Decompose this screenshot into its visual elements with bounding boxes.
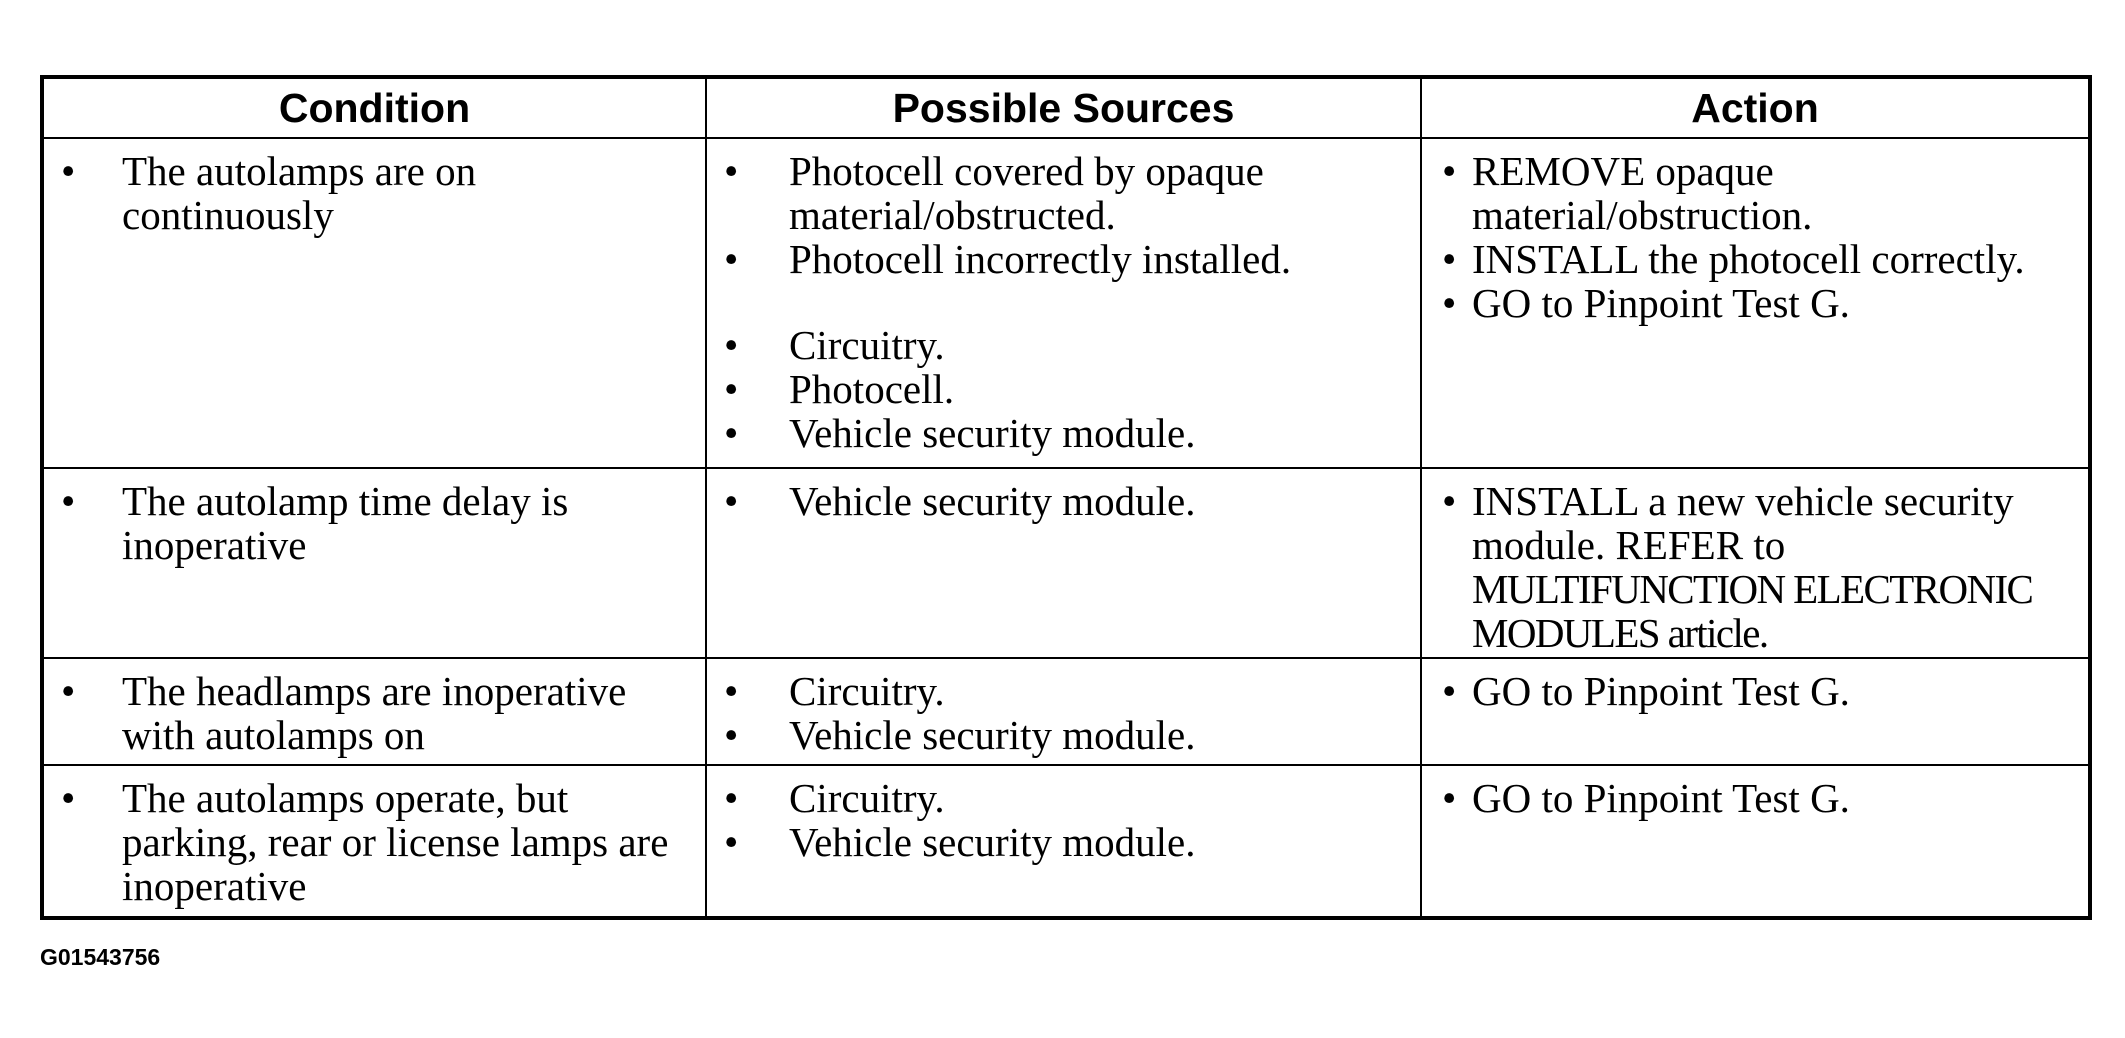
source-item — [707, 713, 1420, 757]
table-row — [42, 468, 2090, 659]
source-item — [707, 669, 1420, 713]
header-possible-sources: Possible Sources — [706, 77, 1421, 138]
condition-item — [44, 149, 705, 237]
diagnosis-table — [40, 75, 2092, 920]
bullet-icon: • — [61, 148, 76, 194]
source-item — [707, 820, 1420, 864]
sources-cell — [706, 138, 1421, 468]
action-item — [1422, 479, 2088, 655]
action-cell — [1421, 658, 2090, 765]
source-item — [707, 237, 1420, 281]
header-condition: Condition — [42, 77, 706, 138]
action-cell — [1421, 765, 2090, 918]
bullet-icon: • — [1442, 477, 1457, 524]
source-text: Photocell covered by opaque material/obstructed. — [789, 148, 1264, 238]
condition-text: The headlamps are inoperative with autolamps on — [122, 668, 627, 759]
condition-text: The autolamps are on continuously — [122, 148, 477, 238]
action-cell — [1421, 138, 2090, 468]
source-text: Circuitry. — [789, 774, 945, 821]
table-row — [42, 658, 2090, 765]
source-item — [707, 411, 1420, 455]
action-cell — [1421, 468, 2090, 659]
action-text: REMOVE opaque material/obstruction. — [1472, 148, 1813, 238]
condition-cell — [42, 468, 706, 659]
bullet-icon: • — [724, 774, 739, 821]
sources-cell — [706, 468, 1421, 659]
action-text: GO to Pinpoint Test G. — [1472, 774, 1850, 821]
bullet-icon: • — [724, 236, 739, 282]
bullet-icon: • — [61, 668, 76, 715]
action-text: MULTIFUNCTION ELECTRONIC — [1472, 565, 2033, 612]
condition-cell — [42, 658, 706, 765]
action-text: INSTALL the photocell correctly. — [1472, 236, 2025, 282]
bullet-icon: • — [724, 477, 739, 524]
condition-item — [44, 669, 705, 757]
bullet-icon: • — [1442, 148, 1457, 194]
bullet-icon: • — [1442, 236, 1457, 282]
header-action: Action — [1421, 77, 2090, 138]
action-item — [1422, 776, 2088, 820]
bullet-icon: • — [724, 410, 739, 456]
action-item — [1422, 281, 2088, 325]
bullet-icon: • — [61, 774, 76, 821]
source-text: Vehicle security module. — [789, 712, 1196, 759]
bullet-icon: • — [724, 366, 739, 412]
table-row — [42, 765, 2090, 918]
source-text: Vehicle security module. — [789, 818, 1196, 865]
action-item — [1422, 149, 2088, 237]
bullet-icon: • — [724, 712, 739, 759]
bullet-icon: • — [61, 477, 76, 524]
condition-text: The autolamp time delay is inoperative — [122, 477, 569, 568]
condition-item — [44, 776, 705, 908]
action-text: INSTALL a new vehicle security module. REFER to — [1472, 477, 2014, 568]
action-text: GO to Pinpoint Test G. — [1472, 668, 1850, 715]
source-text: Vehicle security module. — [789, 410, 1196, 456]
sources-cell — [706, 765, 1421, 918]
condition-text: The autolamps operate, but parking, rear or license lamps are inoperative — [122, 774, 669, 909]
bullet-icon: • — [724, 668, 739, 715]
condition-cell — [42, 138, 706, 468]
bullet-icon: • — [1442, 280, 1457, 326]
action-text: GO to Pinpoint Test G. — [1472, 280, 1850, 326]
action-text: MODULES article. — [1472, 609, 1768, 656]
source-text: Photocell. — [789, 366, 955, 412]
bullet-icon: • — [1442, 774, 1457, 821]
source-item — [707, 479, 1420, 523]
source-text: Circuitry. — [789, 322, 945, 368]
bullet-icon: • — [724, 148, 739, 194]
bullet-icon: • — [724, 818, 739, 865]
condition-item — [44, 479, 705, 567]
source-item — [707, 776, 1420, 820]
source-item — [707, 149, 1420, 237]
action-item — [1422, 669, 2088, 713]
source-text: Vehicle security module. — [789, 477, 1196, 524]
figure-id: G01543756 — [40, 944, 161, 970]
bullet-icon: • — [724, 322, 739, 368]
source-item — [707, 323, 1420, 367]
table-row — [42, 138, 2090, 468]
source-text: Photocell incorrectly installed. — [789, 236, 1292, 282]
bullet-icon: • — [1442, 668, 1457, 715]
condition-cell — [42, 765, 706, 918]
source-text: Circuitry. — [789, 668, 945, 715]
source-item — [707, 367, 1420, 411]
action-item — [1422, 237, 2088, 281]
header-row — [42, 77, 2090, 138]
sources-cell — [706, 658, 1421, 765]
